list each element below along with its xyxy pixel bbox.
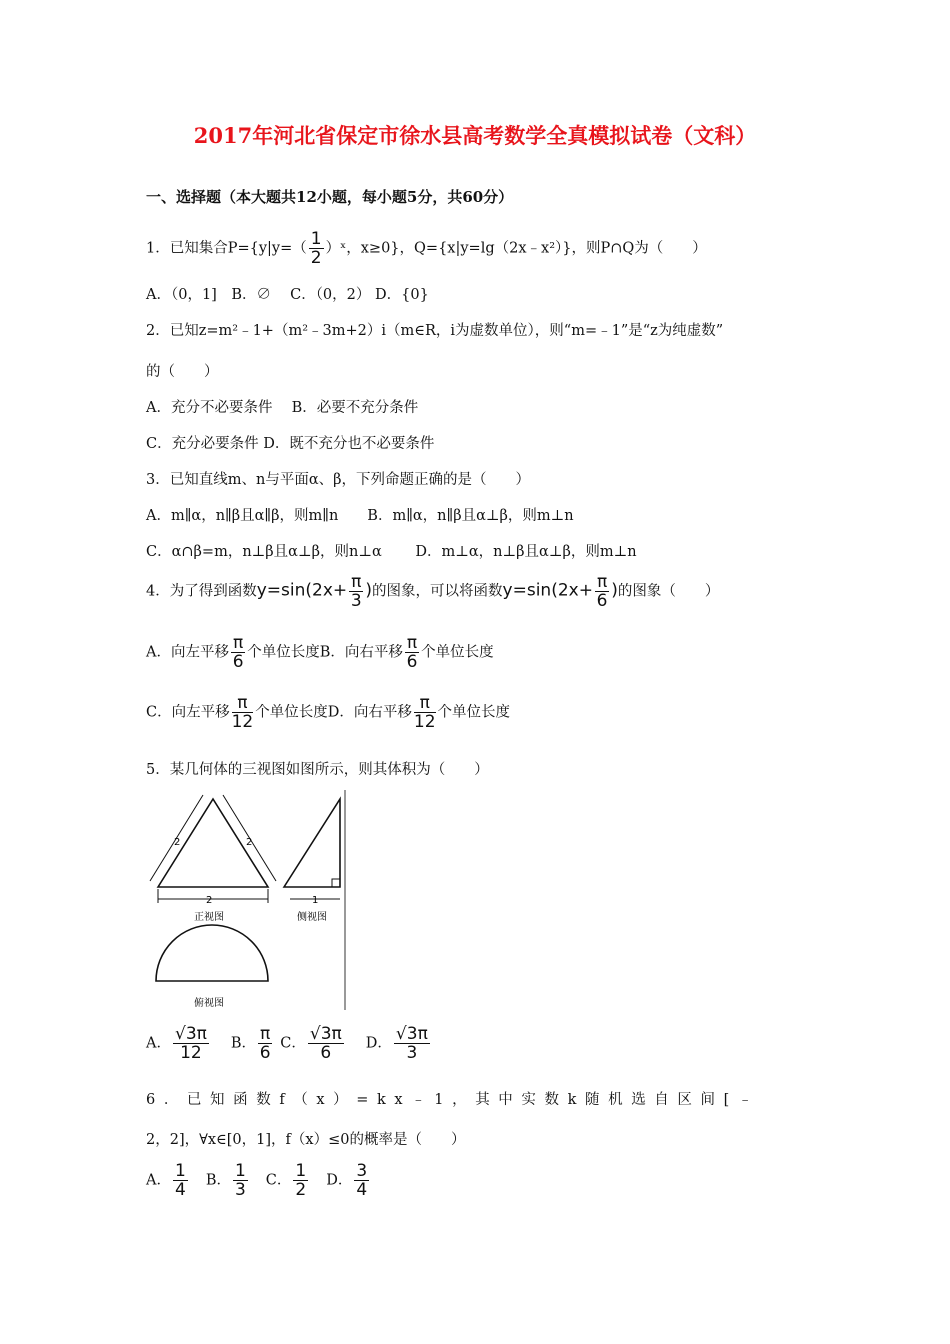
q1-frac-num: 1 bbox=[310, 229, 322, 249]
q6-optB-num: 1 bbox=[234, 1161, 246, 1181]
q6-optD-num: 3 bbox=[356, 1161, 368, 1181]
q4-optC-frac bbox=[232, 694, 254, 731]
q6-optD-label: D． bbox=[326, 1172, 353, 1189]
q1-frac-den: 2 bbox=[310, 248, 322, 268]
q4-optD-frac bbox=[414, 694, 436, 731]
q5-optD-label: D． bbox=[365, 1035, 392, 1052]
side-dim-bottom: 1 bbox=[312, 895, 319, 906]
q4-func2-close: ) bbox=[611, 580, 618, 601]
q4-post: 的图象（ ） bbox=[617, 583, 720, 600]
q6-optA-frac bbox=[173, 1162, 188, 1199]
q4-func2-frac bbox=[595, 573, 609, 610]
top-view-label: 俯视图 bbox=[194, 998, 224, 1009]
q6-optC-frac bbox=[293, 1162, 308, 1199]
q5-optB-den: 6 bbox=[259, 1043, 271, 1063]
q2-line2: 的（ ） bbox=[146, 364, 219, 380]
three-view-figure bbox=[140, 785, 370, 1015]
q5-options bbox=[146, 1025, 432, 1062]
q4-f1-den: 3 bbox=[350, 591, 362, 611]
front-view bbox=[150, 795, 276, 903]
q1-stem-post: ）ˣ，x≥0}，Q={x|y=lg（2x﹣x²）}，则P∩Q为（ ） bbox=[325, 240, 707, 257]
front-view-label: 正视图 bbox=[194, 912, 224, 923]
front-dim-right: 2 bbox=[246, 837, 253, 848]
q6-optB-frac bbox=[233, 1162, 248, 1199]
q2-options-cd: C．充分必要条件 D．既不充分也不必要条件 bbox=[146, 436, 435, 452]
q6-optB-label: B． bbox=[205, 1172, 231, 1189]
q5-optD-frac bbox=[394, 1025, 430, 1062]
q4-optD-post: 个单位长度 bbox=[437, 704, 511, 721]
q6-optD-den: 4 bbox=[356, 1180, 368, 1200]
q4-optC-post: 个单位长度D．向右平移 bbox=[255, 704, 412, 721]
q5-stem: 5．某几何体的三视图如图所示，则其体积为（ ） bbox=[146, 762, 489, 778]
q6-optA-num: 1 bbox=[174, 1161, 186, 1181]
q2-options-ab: A．充分不必要条件 B．必要不充分条件 bbox=[146, 400, 419, 416]
q6-line1: 6．已知函数f（x）=kx﹣1，其中实数k随机选自区间[﹣ bbox=[146, 1092, 761, 1108]
q4-optA-num: π bbox=[232, 633, 244, 653]
q6-optA-den: 4 bbox=[174, 1180, 186, 1200]
q5-optC-frac bbox=[308, 1025, 344, 1062]
q6-optC-den: 2 bbox=[295, 1180, 307, 1200]
q5-optB-label: B． bbox=[230, 1035, 257, 1052]
q4-optB-post: 个单位长度 bbox=[421, 644, 494, 661]
q4-optA-pre: A．向左平移 bbox=[146, 644, 229, 661]
front-dim-bottom: 2 bbox=[206, 895, 213, 906]
top-view bbox=[156, 925, 268, 981]
q4-f2-num: π bbox=[596, 572, 608, 592]
q5-optA-label: A． bbox=[146, 1035, 171, 1052]
q4-func1-frac bbox=[349, 573, 363, 610]
q4-optB-frac bbox=[405, 634, 419, 671]
q6-optC-num: 1 bbox=[295, 1161, 307, 1181]
q6-options bbox=[146, 1162, 371, 1199]
q4-optA-post: 个单位长度B．向右平移 bbox=[247, 644, 403, 661]
q4-options-ab bbox=[146, 634, 494, 671]
q4-optC-num: π bbox=[232, 694, 254, 713]
q4-optC-den: 12 bbox=[231, 712, 254, 732]
q4-f1-num: π bbox=[351, 572, 362, 592]
q4-optD-num: π bbox=[414, 694, 436, 713]
q4-func1: y=sin(2x+ bbox=[256, 580, 348, 601]
q6-line2: 2，2]，∀x∈[0，1]，f（x）≤0的概率是（ ） bbox=[146, 1132, 466, 1148]
q5-optC-num: √3π bbox=[309, 1024, 342, 1044]
q6-optB-den: 3 bbox=[234, 1180, 246, 1200]
front-dim-left: 2 bbox=[174, 837, 181, 848]
q4-func2: y=sin(2x+ bbox=[502, 580, 593, 601]
q5-optD-num: √3π bbox=[395, 1024, 428, 1044]
q1-options: A．（0，1] B．∅ C．（0，2） D．{0} bbox=[146, 287, 429, 303]
q5-optC-den: 6 bbox=[320, 1043, 332, 1063]
q6-optC-label: C． bbox=[265, 1172, 292, 1189]
q5-optA-frac bbox=[173, 1025, 209, 1062]
q5-optA-num: √3π bbox=[174, 1024, 207, 1044]
q1-stem-pre: 1．已知集合P={y|y=（ bbox=[146, 240, 307, 257]
question-4 bbox=[146, 573, 719, 610]
q3-options-ab: A．m∥α，n∥β且α∥β，则m∥n B．m∥α，n∥β且α⊥β，则m⊥n bbox=[146, 508, 574, 524]
side-view bbox=[284, 799, 340, 899]
page-title: 2017年河北省保定市徐水县高考数学全真模拟试卷（文科） bbox=[193, 123, 757, 148]
q4-optB-den: 6 bbox=[406, 652, 418, 672]
q4-optB-num: π bbox=[406, 633, 418, 653]
q6-optA-label: A． bbox=[146, 1172, 171, 1189]
q4-mid: 的图象，可以将函数 bbox=[372, 583, 503, 600]
q5-optD-den: 3 bbox=[406, 1043, 418, 1063]
q4-pre: 4．为了得到函数 bbox=[146, 583, 257, 600]
q4-optA-frac bbox=[231, 634, 245, 671]
q4-func1-close: ) bbox=[365, 580, 373, 601]
q4-f2-den: 6 bbox=[596, 591, 608, 611]
q5-optA-den: 12 bbox=[180, 1043, 202, 1063]
q2-line1: 2．已知z=m²﹣1+（m²﹣3m+2）i（m∈R，i为虚数单位），则“m=﹣1”是“z为纯虚数” bbox=[146, 323, 724, 339]
q4-options-cd bbox=[146, 694, 510, 731]
q5-optB-frac bbox=[258, 1025, 272, 1062]
q4-optA-den: 6 bbox=[232, 652, 244, 672]
q6-optD-frac bbox=[354, 1162, 369, 1199]
q3-options-cd: C．α∩β=m，n⊥β且α⊥β，则n⊥α D．m⊥α，n⊥β且α⊥β，则m⊥n bbox=[146, 544, 637, 560]
q4-optC-pre: C．向左平移 bbox=[146, 704, 230, 721]
q1-fraction bbox=[309, 230, 324, 267]
question-1 bbox=[146, 230, 707, 267]
q5-optC-label: C． bbox=[280, 1035, 306, 1052]
side-view-label: 侧视图 bbox=[297, 912, 327, 923]
q3-stem: 3．已知直线m、n与平面α、β，下列命题正确的是（ ） bbox=[146, 472, 530, 488]
q4-optD-den: 12 bbox=[413, 712, 436, 732]
q5-optB-num: π bbox=[260, 1024, 271, 1044]
section-heading: 一、选择题（本大题共12小题，每小题5分，共60分） bbox=[146, 188, 514, 206]
